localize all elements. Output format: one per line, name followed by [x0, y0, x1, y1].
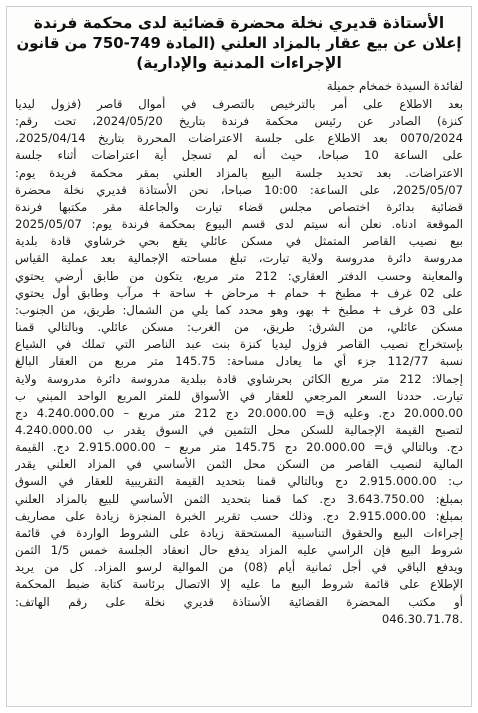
beneficiary-line: لفائدة السيدة خمخام جميلة: [326, 79, 463, 93]
notice-subtitle: إعلان عن بيع عقار بالمزاد العلني (المادة 749-750 من قانون: [16, 34, 462, 52]
body-line: أو مكتب المحضرة القضائية الأستاذة قديري نخلة على رقم الهاتف:: [15, 594, 463, 609]
body-line: مسكن عائلي، من الشرق: طريق، من الغرب: مسكن عائلي. وبالتالي قمنا: [15, 320, 463, 335]
body-line: والمعاينة وحسب الدفتر العقاري: 212 متر مربع، يتكون من طابق أرضي يحتوي: [15, 268, 463, 283]
body-line: بمبلغ: 2.915.000.00 دج. وذلك حسب تقرير الخبرة المنجزة زيادة على مصاريف: [15, 508, 463, 523]
body-line: نسبة 112/77 جزء أي ما يعادل مساحة: 145.75 متر مربع من العقار البالغ: [15, 354, 463, 369]
body-line: مدروسة دائرة مدروسة ولاية تيارت، تبلغ مساحته الإجمالية بعد عملية القياس: [15, 251, 463, 266]
body-line: على الساعة 10 صباحا، حيث أنه لم تسجل أية اعتراضات أثناء جلسة: [15, 148, 463, 163]
body-line: لتصبح القيمة الإجمالية للسكن محل التثمين في السوق يقدر ب 4.240.000.00: [15, 422, 463, 437]
body-line: بعد الاطلاع على أمر بالترخيص بالتصرف في أموال قاصر (فزول ليديا: [15, 97, 463, 111]
body-line: تيارت. حددنا السعر المرجعي للعقار في الأسواق للمتر المربع الواحد المبني ب: [15, 388, 463, 403]
body-line: الموقعة ادناه. نعلن أنه سيتم لدى قسم البيوع بمحكمة فرندة يوم: 2025/05/07: [15, 217, 463, 232]
notice-subtitle-continuation: الإجراءات المدنية والإدارية): [136, 54, 342, 72]
body-line: إجراءات البيع والحقوق التناسبية المستحقة زيادة على الشروط الواردة في قائمة: [15, 525, 463, 540]
body-line: على 03 غرف + مطبخ + بهو، وهو محدد كما يلي من الشمال: طريق، من الجنوب:: [15, 302, 463, 317]
body-line: 0070/2024 بعد الاطلاع على جلسة الاعتراضات المحررة بتاريخ 2025/04/14،: [15, 131, 463, 146]
body-line: ويدفع الباقي في أجل ثمانية أيام (08) من الموالية لرسو المزاد. كل من يريد: [15, 560, 463, 575]
legal-notice: [6, 6, 472, 707]
body-line: كنزة) الصادر عن رئيس محكمة فرندة بتاريخ 2024/05/20، تحت رقم:: [15, 114, 463, 129]
notice-header: [15, 13, 463, 73]
notice-title: الأستاذة قديري نخلة محضرة قضائية لدى محكمة فرندة: [33, 14, 445, 32]
body-line: شروط البيع فإن الراسي عليه المزاد يدفع حال انعقاد الجلسة خمس 1/5 الثمن: [15, 543, 463, 558]
body-line: بمبلغ: 3.643.750.00 دج. كما قمنا بتحديد الثمن الأساسي للبيع بالمزاد العلني: [15, 491, 463, 506]
body-line: دج. وبالتالي ق= 20.000.00 دج 145.75 متر مربع – 2.915.000.00 دج. القيمة: [15, 440, 463, 455]
body-line: .046.30.71.78: [381, 611, 463, 626]
body-line: إجمالا: 212 متر مربع الكائن بحرشاوي قادة ببلدية مدروسة دائرة مدروسة ولاية: [15, 371, 463, 386]
body-line: بإستخراج نصيب القاصر فزول ليديا كنزة بنت عبد الناصر التي تملك في الشياع: [15, 337, 463, 352]
body-line: 2025/05/07، على الساعة: 10:00 صباحا، نحن الأستاذة قديري نخلة محضرة: [15, 182, 463, 197]
body-line: الإطلاع على قائمة شروط البيع ما عليه إلا الاتصال برئاسة كتابة ضبط المحكمة: [15, 577, 463, 592]
notice-body: [15, 96, 463, 628]
body-line: قضائية بدائرة اختصاص مجلس قضاء تيارت والجاعلة مقر مكتبها فرندة: [15, 199, 463, 214]
body-line: على 02 غرف + مطبخ + حمام + مرحاض + ساحة + مرآب وطابق أول يحتوي: [15, 285, 463, 300]
body-line: ب: 2.915.000.00 دج وبالتالي قمنا بتحديد القيمة التقريبية للعقار في السوق: [15, 474, 463, 489]
body-line: بيع نصيب القاصر المتمثل في مسكن عائلي يقع بحي خرشاوي قادة بلدية: [15, 234, 463, 249]
body-line: الاعتراضات. بعد تحديد جلسة البيع بالمزاد العلني بمقر محكمة فريدة يوم:: [15, 165, 463, 180]
body-line: 20.000.00 دج. وعليه ق= 20.000.00 دج 212 متر مربع – 4.240.000.00 دج: [15, 405, 463, 420]
body-line: المالية لنصيب القاصر من السكن محل الثمن الأساسي في المزاد العلني يقدر: [15, 457, 463, 472]
